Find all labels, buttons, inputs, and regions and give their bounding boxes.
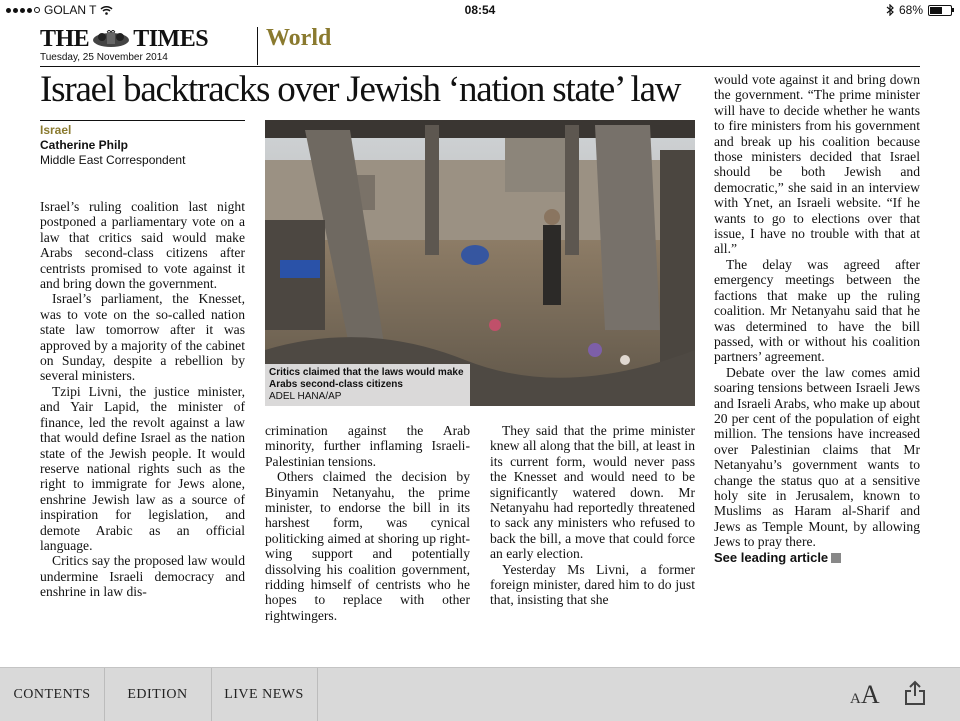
masthead-rule [40, 66, 920, 67]
section-divider [257, 27, 258, 65]
article-column-1 [40, 199, 245, 600]
paragraph: would vote against it and bring down the government. “The prime minister will have to decide whether he wants to fire ministers from his government and break up his coalition because those ministers decided that Israel should be both Jewish and democratic,” she said in an interview with Ynet, an Israeli website. “If he wants to go to elections over that issue, I have no trouble with that at all.” [714, 72, 920, 257]
battery-icon [928, 5, 952, 16]
status-bar [0, 0, 960, 20]
article-headline: Israel backtracks over Jewish ‘nation state’ law [40, 69, 681, 110]
paragraph: Debate over the law comes amid soaring tensions between Israeli Jews and Israeli Arabs, who make up about 20 per cent of the population of eight million. The tensions have increased over Palestinian claims that Mr Netanyahu’s government wants to change the status quo at a sensitive holy site in Jerusalem, known to Muslims as Haram al-Sharif and Jews as Temple Mount, by allowing Jews to pray there. [714, 364, 920, 550]
article-column-2 [265, 423, 470, 623]
author-role: Middle East Correspondent [40, 153, 186, 167]
carrier-label: GOLAN T [44, 3, 97, 17]
paragraph: Critics say the proposed law would undermine Israeli democracy and enshrine in law dis- [40, 553, 245, 600]
clock: 08:54 [464, 3, 496, 17]
photo-caption [265, 364, 470, 406]
paragraph: Yesterday Ms Livni, a former foreign minister, dared him to do just that, insisting that she [490, 561, 695, 608]
battery-percent: 68% [898, 3, 923, 17]
tab-edition[interactable]: EDITION [104, 668, 212, 721]
article-column-3 [490, 423, 695, 608]
issue-date: Tuesday, 25 November 2014 [40, 52, 168, 63]
share-icon[interactable] [904, 680, 926, 706]
see-leading-label[interactable]: See leading article [714, 549, 829, 565]
bluetooth-icon [886, 4, 894, 16]
masthead [40, 27, 208, 63]
paragraph: Israel’s parliament, the Knesset, was to vote on the so-called nation state law tomorrow after it was approved by a majority of the cabinet on Sunday, despite a rebellion by several ministers. [40, 291, 245, 384]
paragraph: Tzipi Livni, the justice minister, and Yair Lapid, the minister of finance, led the revolt against a law that would define Israel as the nation state of the Jewish people. It would reserve national rights such as the right to immigrate for Jews alone, enshrine Jewish law as a source of inspiration for legislation, and demote Arabic as an official language. [40, 383, 245, 553]
paragraph: They said that the prime minister knew all along that the bill, at least in its current form, would never pass the Knesset and would need to be significantly watered down. Mr Netanyahu had reportedly threatened to sack any ministers who refused to back the bill, a move that could force an early election. [490, 423, 695, 562]
photo-credit: ADEL HANA/AP [269, 391, 342, 402]
text-size-button[interactable] [850, 680, 880, 710]
byline [40, 123, 185, 168]
caption-text: Critics claimed that the laws would make Arabs second-class citizens [269, 367, 464, 390]
section-title: World [266, 25, 332, 51]
article-column-4 [714, 72, 920, 565]
author-name: Catherine Philp [40, 138, 129, 152]
paragraph: crimination against the Arab minority, further inflaming Israeli-Palestinian tensions. [265, 423, 470, 469]
paragraph: Others claimed the decision by Binyamin Netanyahu, the prime minister, to endorse the bill in its harshest form, was cynical politicking aimed at shoring up right-wing support and potentially dissolving his coalition government, ridding himself of centrists who he hopes to replace with other rightwingers. [265, 469, 470, 623]
battery-fill [930, 7, 942, 14]
logo-left: THE [40, 26, 90, 52]
text-size-small: A [850, 691, 861, 707]
kicker: Israel [40, 123, 72, 137]
logo-right: TIMES [133, 26, 209, 52]
paragraph: The delay was agreed after emergency meetings between the factions that make up the ruling coalition. Mr Netanyahu said that he was determined to have the bill passed, with or without his coalition partners’ agreement. [714, 256, 920, 365]
paragraph: Israel’s ruling coalition last night postponed a parliamentary vote on a law that critics said would make Arabs second-class citizens after centrists promised to vote against it and bring down the government. [40, 199, 245, 292]
times-logo [40, 27, 208, 51]
text-size-large: A [860, 680, 880, 709]
status-right [886, 3, 952, 17]
royal-crest-icon [91, 30, 131, 48]
end-of-article-icon [831, 553, 841, 563]
bottom-toolbar [0, 667, 960, 721]
tab-contents[interactable]: CONTENTS [0, 668, 105, 721]
tab-live-news[interactable]: LIVE NEWS [211, 668, 318, 721]
byline-rule [40, 120, 245, 121]
see-leading-article-link[interactable] [714, 550, 920, 565]
